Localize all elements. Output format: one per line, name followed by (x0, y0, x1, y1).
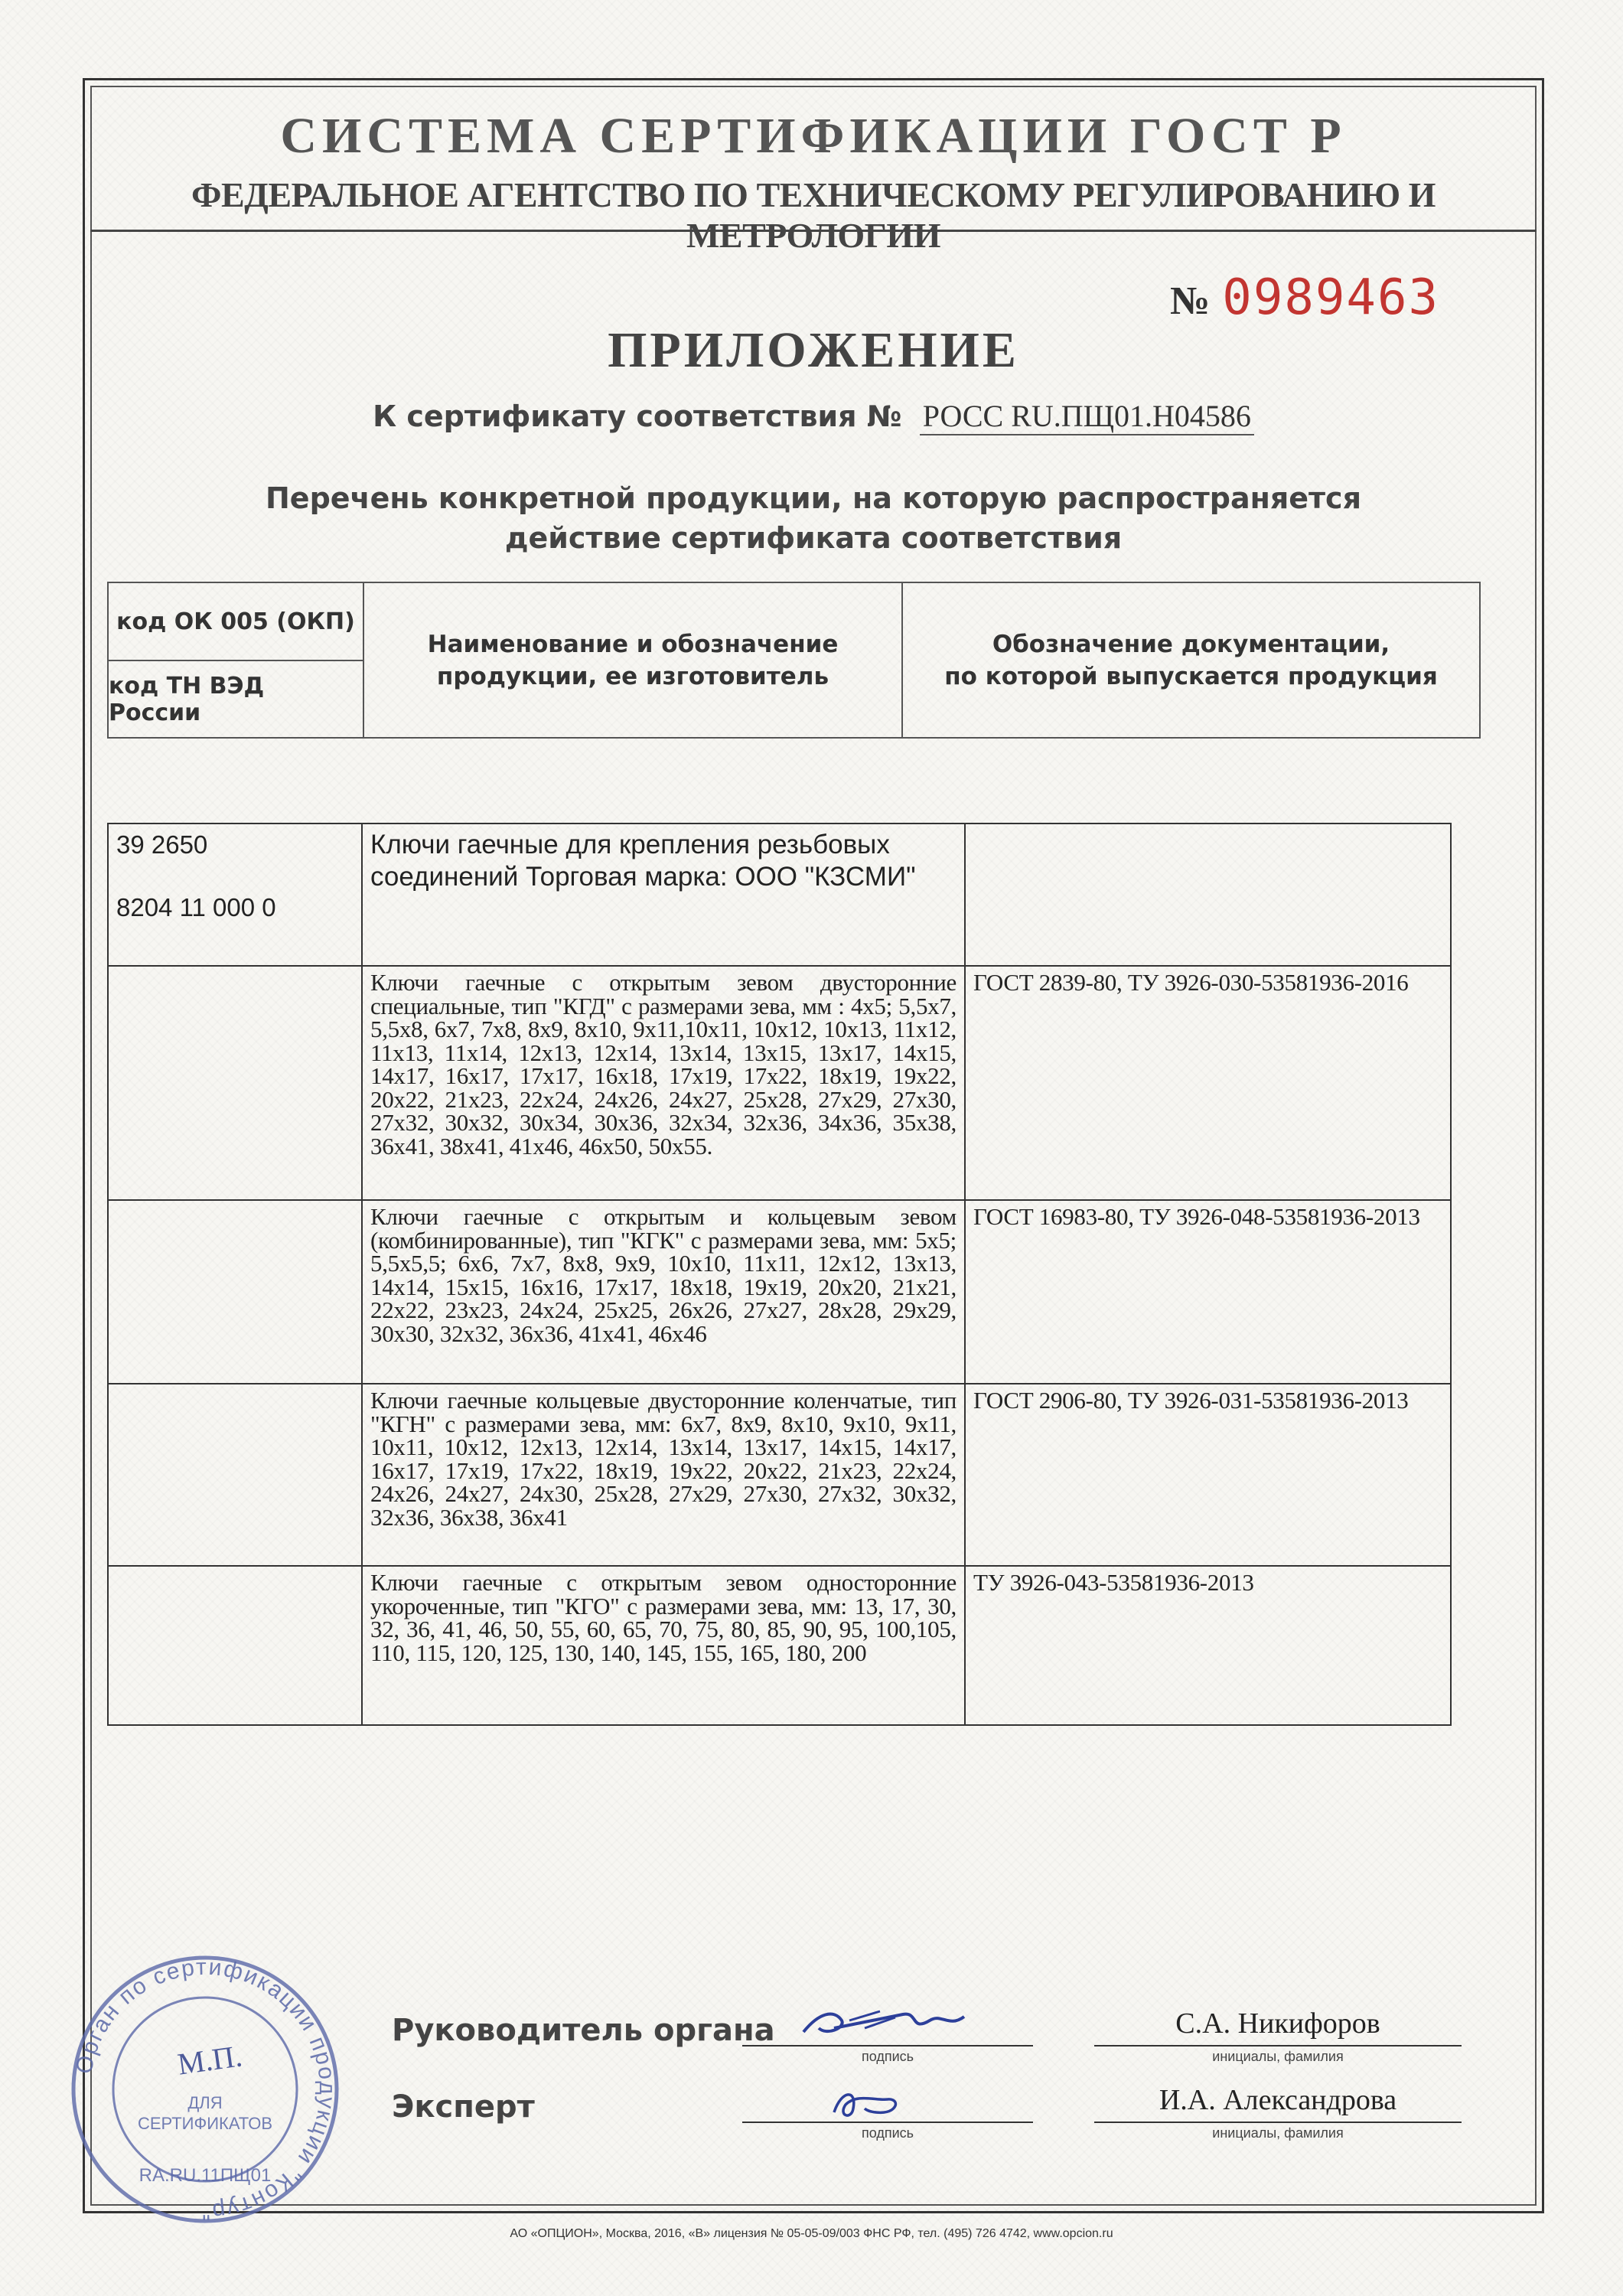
product-doc-cell (965, 823, 1451, 966)
product-name: Ключи гаечные кольцевые двусторонние коленчатые, тип "КГН" с размерами зева, мм: 6x7, 8x9, 8x10, 9x10, 9x11, 10x11, 10x12, 12x13, 12x14, 13x14, 13x17, 14x15, 14x17, 16x17, 17x19, 17x22, 18x19, 19x22, 20x22, 21x23, 22x24, 24x26, 24x27, 24x30, 25x28, 27x29, 27x30, 27x32, 30x32, 32x36, 36x38, 36x41 (370, 1387, 957, 1531)
head-name-caption: инициалы, фамилия (1212, 2049, 1344, 2064)
product-doc: ТУ 3926-043-53581936-2013 (973, 1569, 1254, 1596)
head-label: Руководитель органа (392, 2013, 775, 2048)
table-row (108, 823, 1451, 966)
table-row (108, 1566, 1451, 1725)
expert-sign-line (742, 2122, 1033, 2123)
table-row (108, 1384, 1451, 1566)
head-sign-line (742, 2045, 1033, 2047)
column-header-table (107, 582, 1481, 739)
code-cell (108, 823, 362, 966)
agency-title: ФЕДЕРАЛЬНОЕ АГЕНТСТВО ПО ТЕХНИЧЕСКОМУ РЕГУЛИРОВАНИЮ И МЕТРОЛОГИИ (191, 175, 1436, 255)
table-row (108, 966, 1451, 1200)
stamp-mp: М.П. (175, 2038, 245, 2082)
product-name: Ключи гаечные для крепления резьбовых соединений Торговая марка: ООО "КЗСМИ" (370, 830, 916, 892)
product-name-cell (362, 1200, 965, 1384)
certificate-ref-value: РОСС RU.ПЩ01.Н04586 (920, 398, 1254, 435)
product-doc-cell (965, 1200, 1451, 1384)
product-name-cell (362, 1384, 965, 1566)
stamp-inner-line2: СЕРТИФИКАТОВ (137, 2114, 273, 2133)
product-name: Ключи гаечные с открытым зевом односторонние укороченные, тип "КГО" с размерами зева, мм: 13, 17, 30, 32, 36, 41, 46, 50, 55, 60, 65, 70, 75, 80, 85, 90, 95, 100,105, 110, 115, 120, 125, 130, 140, 145, 155, 165, 180, 200 (370, 1569, 957, 1666)
code-cell (108, 1566, 362, 1725)
tnved-code: 8204 11 000 0 (116, 893, 276, 921)
okp-code: 39 2650 (116, 830, 208, 859)
stamp-code: RA.RU.11ПЩ01 (139, 2165, 272, 2186)
certificate-reference (90, 398, 1537, 435)
certification-stamp (67, 1952, 343, 2227)
code-cell (108, 966, 362, 1200)
stamp-outer-text: Орган по сертификации продукции "Контур" (71, 1954, 341, 2225)
product-name: Ключи гаечные с открытым зевом двусторонние специальные, тип "КГД" с размерами зева, мм : 4x5; 5,5x7, 5,5x8, 6x7, 7x8, 8x9, 8x10, 9x11,10x11, 10x12, 10x13, 11x12, 11x13, 11x14, 12x13, 12x14, 13x14, 13x15, 13x17, 14x15, 14x17, 16x17, 17x17, 16x18, 17x19, 17x22, 18x19, 19x22, 20x22, 21x23, 22x24, 24x26, 24x27, 25x28, 27x29, 27x30, 27x32, 30x32, 30x34, 30x36, 32x34, 32x36, 34x36, 35x38, 36x41, 38x41, 41x46, 46x50, 50x55. (370, 969, 957, 1159)
footer: АО «ОПЦИОН», Москва, 2016, «В» лицензия № 05-05-09/003 ФНС РФ, тел. (495) 726 4742, www.opcion.ru (510, 2227, 1113, 2240)
product-doc-cell (965, 1566, 1451, 1725)
name-header-line2: продукции, ее изготовитель (436, 662, 829, 690)
list-title-line2: действие сертификата соответствия (504, 521, 1123, 555)
product-doc: ГОСТ 2839-80, ТУ 3926-030-53581936-2016 (973, 969, 1409, 996)
stamp-inner-line1: ДЛЯ (187, 2093, 223, 2112)
code-cell (108, 1384, 362, 1566)
list-title (90, 478, 1537, 558)
okp-header: код ОК 005 (ОКП) (109, 583, 363, 661)
head-signature (788, 1998, 987, 2051)
product-name-cell (362, 1566, 965, 1725)
product-doc-cell (965, 1384, 1451, 1566)
head-name-line (1094, 2045, 1462, 2047)
name-header-line1: Наименование и обозначение (427, 630, 839, 658)
code-cell (108, 1200, 362, 1384)
form-number-value: 0989463 (1222, 269, 1439, 326)
product-doc: ГОСТ 16983-80, ТУ 3926-048-53581936-2013 (973, 1203, 1420, 1230)
head-name: С.А. Никифоров (1175, 2007, 1380, 2040)
doc-header (903, 583, 1479, 737)
head-sign-caption: подпись (861, 2049, 914, 2064)
appendix-title: ПРИЛОЖЕНИЕ (608, 322, 1019, 378)
expert-sign-caption: подпись (861, 2125, 914, 2141)
product-name-cell (362, 823, 965, 966)
product-doc: ГОСТ 2906-80, ТУ 3926-031-53581936-2013 (973, 1387, 1409, 1414)
name-header (364, 583, 903, 737)
table-row (108, 1200, 1451, 1384)
expert-name: И.А. Александрова (1159, 2084, 1397, 2116)
product-name-cell (362, 966, 965, 1200)
expert-name-caption: инициалы, фамилия (1212, 2125, 1344, 2141)
form-number (1170, 269, 1439, 326)
list-title-line1: Перечень конкретной продукции, на которую распространяется (266, 481, 1361, 515)
product-table (107, 823, 1452, 1726)
expert-label: Эксперт (392, 2089, 535, 2125)
system-title: СИСТЕМА СЕРТИФИКАЦИИ ГОСТ Р (280, 108, 1347, 164)
code-header-cell (109, 583, 364, 737)
number-sign: № (1170, 279, 1211, 323)
doc-header-line1: Обозначение документации, (992, 630, 1390, 658)
product-name: Ключи гаечные с открытым и кольцевым зевом (комбинированные), тип "КГК" с размерами зева, мм: 5x5; 5,5x5,5; 6x6, 7x7, 8x8, 9x9, 10x10, 11x11, 12x12, 13x13, 14x14, 15x15, 16x16, 17x17, 18x18, 19x19, 20x20, 21x21, 22x22, 23x23, 24x24, 25x25, 26x26, 27x27, 28x28, 29x29, 30x30, 32x32, 36x36, 41x41, 46x46 (370, 1203, 957, 1347)
header-divider (90, 230, 1537, 232)
product-doc-cell (965, 966, 1451, 1200)
doc-header-line2: по которой выпускается продукция (944, 662, 1438, 690)
certificate-ref-label: К сертификату соответствия № (373, 400, 902, 433)
expert-name-line (1094, 2122, 1462, 2123)
expert-signature (823, 2078, 914, 2131)
tnved-header: код ТН ВЭД России (109, 672, 265, 726)
